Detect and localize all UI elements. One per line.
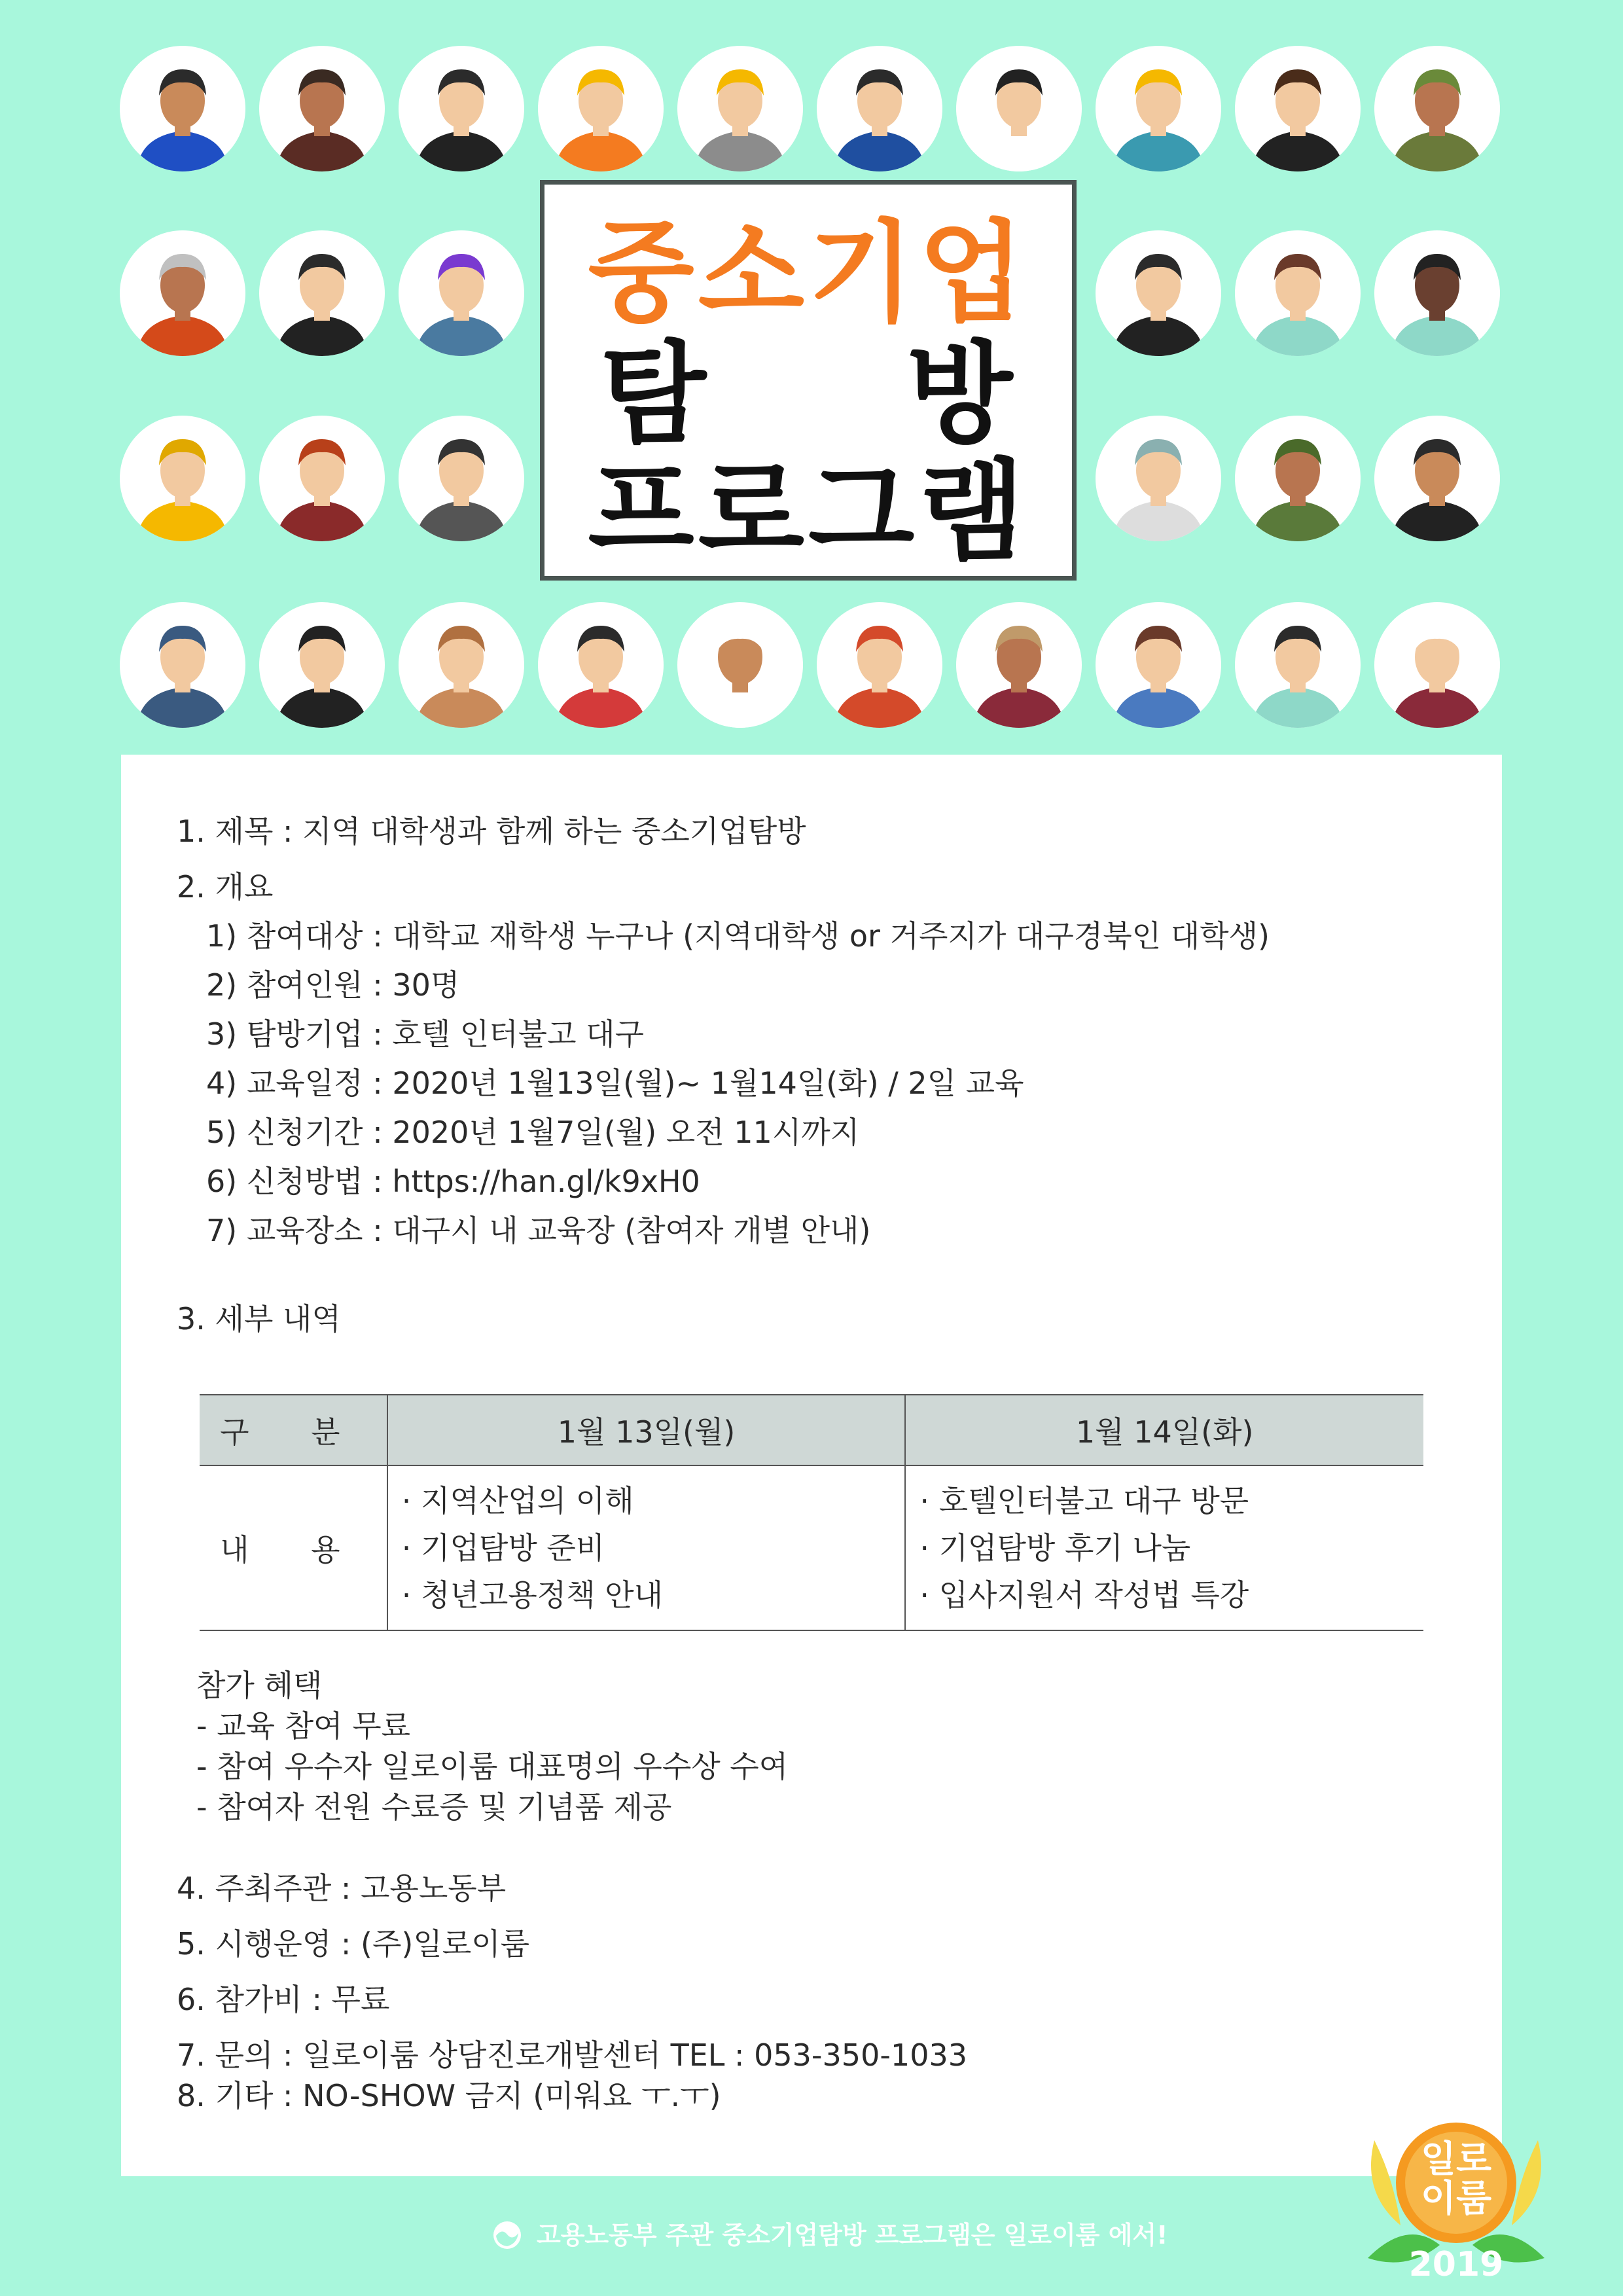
nurse-icon: [1235, 230, 1361, 356]
table-header-row: [200, 1395, 1423, 1465]
construction-worker-icon: [538, 46, 664, 171]
magician-icon: [259, 602, 385, 728]
table-header-day2: 1월 14일(화): [905, 1395, 1423, 1465]
list-item: · 청년고용정책 안내: [401, 1577, 664, 1613]
table-cell-day1: [387, 1465, 906, 1630]
waitress-icon: [1235, 46, 1361, 171]
farmer-plaid-icon: [259, 46, 385, 171]
benefit-item: - 참여 우수자 일로이룸 대표명의 우수상 수여: [196, 1749, 789, 1784]
office-woman-icon: [1096, 602, 1221, 728]
judge-icon: [1096, 230, 1221, 356]
overview-headcount: 2) 참여인원 : 30명: [206, 967, 460, 1003]
item-organizer: 4. 주최주관 : 고용노동부: [177, 1871, 507, 1906]
reporter-icon: [538, 602, 664, 728]
overview-application-method[interactable]: 6) 신청방법 : https://han.gl/k9xH0: [206, 1164, 700, 1199]
police-officer-icon: [120, 416, 245, 541]
detective-icon: [399, 416, 524, 541]
item-details: 3. 세부 내역: [177, 1301, 341, 1336]
overview-target: 1) 참여대상 : 대학교 재학생 누구나 (지역대학생 or 거주지가 대구경북인 대학생): [206, 918, 1270, 954]
overview-company: 3) 탐방기업 : 호텔 인터불고 대구: [206, 1016, 645, 1052]
mail-carrier-icon: [120, 602, 245, 728]
table-row: [200, 1465, 1423, 1630]
businessman-icon: [399, 46, 524, 171]
detail-table: [200, 1394, 1423, 1631]
soldier-hat-icon: [1374, 46, 1500, 171]
detail-table-wrap: [200, 1394, 1423, 1631]
benefit-item: - 교육 참여 무료: [196, 1708, 411, 1744]
overview-venue: 7) 교육장소 : 대구시 내 교육장 (참여자 개별 안내): [206, 1213, 871, 1248]
item-title: 1. 제목 : 지역 대학생과 함께 하는 중소기업탐방: [177, 814, 806, 849]
brand-name: 일로 이룸: [1420, 2138, 1492, 2220]
table-cell-day2: [905, 1465, 1423, 1630]
worker-blue-jacket-icon: [120, 46, 245, 171]
item-etc: 8. 기타 : NO-SHOW 금지 (미워요 ㅜ.ㅜ): [177, 2078, 721, 2113]
pilot-icon: [956, 46, 1082, 171]
table-row-label: 내 용: [200, 1465, 387, 1630]
flight-attendant-icon: [817, 46, 942, 171]
list-item: · 기업탐방 준비: [401, 1530, 605, 1566]
title-line-2: [544, 332, 1072, 456]
chef-icon: [1374, 602, 1500, 728]
overview-application-period: 5) 신청기간 : 2020년 1월7일(월) 오전 11시까지: [206, 1115, 860, 1150]
hijab-woman-icon: [817, 602, 942, 728]
overview-schedule: 4) 교육일정 : 2020년 1월13일(월)~ 1월14일(화) / 2일 교육: [206, 1066, 1024, 1101]
shop-clerk-icon: [1235, 602, 1361, 728]
benefits-title: 참가 혜택: [196, 1668, 323, 1703]
surgeon-icon: [1096, 416, 1221, 541]
cowboy-icon: [956, 602, 1082, 728]
list-item: · 기업탐방 후기 나눔: [919, 1530, 1191, 1566]
doctor-icon: [1374, 230, 1500, 356]
red-hair-woman-icon: [259, 416, 385, 541]
athlete-icon: [1374, 416, 1500, 541]
item-operator: 5. 시행운영 : (주)일로이룸: [177, 1926, 530, 1962]
title-line-2-right: 방: [906, 330, 1017, 458]
brand-year: 2019: [1408, 2245, 1504, 2284]
government-emblem-icon: [492, 2220, 522, 2250]
sailor-icon: [677, 602, 803, 728]
title-line-3: 프로그램: [588, 448, 1029, 576]
table-header-day1: 1월 13일(월): [387, 1395, 906, 1465]
title-line-1: 중소기업: [588, 209, 1029, 337]
woman-worker-icon: [677, 46, 803, 171]
list-item: · 호텔인터불고 대구 방문: [919, 1483, 1249, 1518]
football-player-icon: [120, 230, 245, 356]
list-item: · 입사지원서 작성법 특강: [919, 1577, 1249, 1613]
list-item: · 지역산업의 이해: [401, 1483, 634, 1518]
title-line-2-left: 탐: [599, 330, 710, 458]
title-box: [540, 180, 1077, 581]
table-header-category: 구 분: [200, 1395, 387, 1465]
item-contact: 7. 문의 : 일로이룸 상담진로개발센터 TEL : 053-350-1033: [177, 2037, 967, 2073]
engineer-helmet-icon: [1096, 46, 1221, 171]
purple-hair-woman-icon: [399, 230, 524, 356]
bearded-man-icon: [259, 230, 385, 356]
benefit-item: - 참여자 전원 수료증 및 기념품 제공: [196, 1789, 672, 1825]
item-overview: 2. 개요: [177, 869, 274, 905]
explorer-icon: [399, 602, 524, 728]
item-fee: 6. 참가비 : 무료: [177, 1982, 390, 2017]
camouflage-soldier-icon: [1235, 416, 1361, 541]
